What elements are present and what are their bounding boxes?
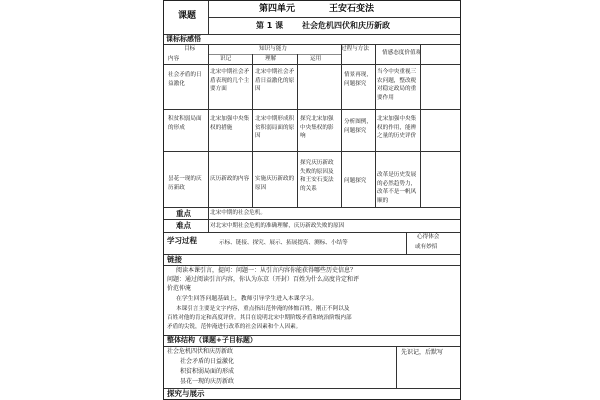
process-label: 学习过程 [167, 236, 197, 245]
col-apply-header: 运用 [310, 56, 322, 62]
link-line2: 问题：通过阅读引言内容，你认为东京（开封）百姓为什么高度肯定和评 [167, 276, 360, 283]
row3-recall: 庆历新政的内容 [210, 176, 250, 182]
difficulty-text: 对北宋中期社会危机的准确理解，庆历新政失败的原因 [210, 223, 345, 229]
row2-apply: 探究北宋加强中央集权的影响 [300, 116, 334, 140]
key-point-text: 北宋中期的社会危机。 [210, 210, 266, 216]
row1-emotion: 当今中央重视三农问题，整改税对稳定政局的重要作用 [377, 69, 417, 101]
row1-content: 社会矛盾的日益激化 [168, 72, 202, 87]
structure-item1: 社会矛盾的日益激化 [180, 358, 235, 365]
knowledge-group-header: 知识与能力 [259, 46, 287, 52]
difficulty-label: 难点 [176, 221, 191, 230]
lesson-title: 第 1 课 [256, 21, 284, 30]
row1-process: 情景再现，问题探究 [344, 72, 372, 87]
topic-label: 课题 [178, 11, 197, 21]
process-right-line1: 心得体会 [417, 234, 440, 240]
row2-understand: 北宋中期形成积贫积弱局面的原因 [255, 116, 295, 140]
lesson-plan-page [163, 0, 461, 400]
row2-process: 分析图例，问题探究 [344, 119, 372, 134]
structure-item2: 积贫积弱局面的形成 [180, 368, 235, 375]
key-point-label: 重点 [176, 209, 191, 218]
link-line5: 本课引言主要是文字内容，重点指出范仲淹的体恤百姓，刚正不阿以及 [176, 306, 350, 312]
structure-note: 先识记，后默写 [401, 349, 444, 356]
row3-understand: 实施庆历新政的原因 [255, 176, 295, 191]
process-steps: 示标、链接、探究、展示、拓展提高、测标、小结等 [219, 240, 348, 246]
col-emotion-header: 情感态度价值观 [382, 50, 422, 56]
unit-name: 王安石变法 [329, 4, 375, 14]
lesson-name: 社会危机四伏和庆历新政 [302, 21, 390, 30]
row2-content: 积贫积弱局面的形成 [168, 116, 202, 131]
row1-recall: 北宋中期社会矛盾表现的几个主要方面 [210, 69, 250, 93]
link-line4: 在学生回答问题基础上，教师引导学生进入本课学习。 [176, 296, 318, 302]
row3-apply: 探究庆历新政失败的原因及和王安石变法的关系 [300, 160, 334, 192]
goals-section-label: 课标标感悟 [166, 35, 201, 43]
goals-corner-top: 目标 [184, 46, 196, 52]
row2-emotion: 北宋加强中央集权的作用，能辨之量的历史评价 [377, 116, 417, 140]
process-right-line2: 或有妙招 [415, 244, 438, 250]
link-line1: 阅读本课引言，提问：问题一：从引言内容你能获得哪些历史信息？ [176, 267, 357, 274]
row3-content: 昙花一现的庆历新政 [168, 176, 202, 191]
explore-label: 探究与展示 [167, 389, 205, 398]
link-label: 链接 [167, 255, 182, 264]
row3-process: 问题探究 [344, 178, 367, 184]
row1-understand: 北宋中期社会矛盾日益激化的原因 [255, 69, 295, 93]
col-understand-header: 理解 [265, 56, 277, 62]
structure-title: 社会危机四伏和庆历新政 [167, 348, 234, 355]
row3-emotion: 改革是历史发展的必然趋势力，改革不是一帆风顺的 [377, 172, 417, 204]
unit-title: 第四单元 [259, 4, 296, 14]
link-line6: 百姓对他的肯定和高度评价。其目在说明北宋中期阶级矛盾和统治阶级内部 [167, 315, 352, 321]
link-line7: 矛盾的尖锐，范仲淹进行改革的社会因素和个人因素。 [167, 324, 302, 330]
link-line3: 价范仲淹 [167, 285, 192, 292]
goals-corner-bottom: 内容 [168, 56, 180, 62]
row2-recall: 北宋加强中央集权的措施 [210, 116, 250, 131]
col-recall-header: 识记 [220, 56, 232, 62]
col-process-header: 过程与方法 [341, 46, 369, 52]
structure-item3: 昙花一现的庆历新政 [180, 378, 235, 385]
structure-label: 整体结构（课题+子目标题） [167, 336, 257, 344]
